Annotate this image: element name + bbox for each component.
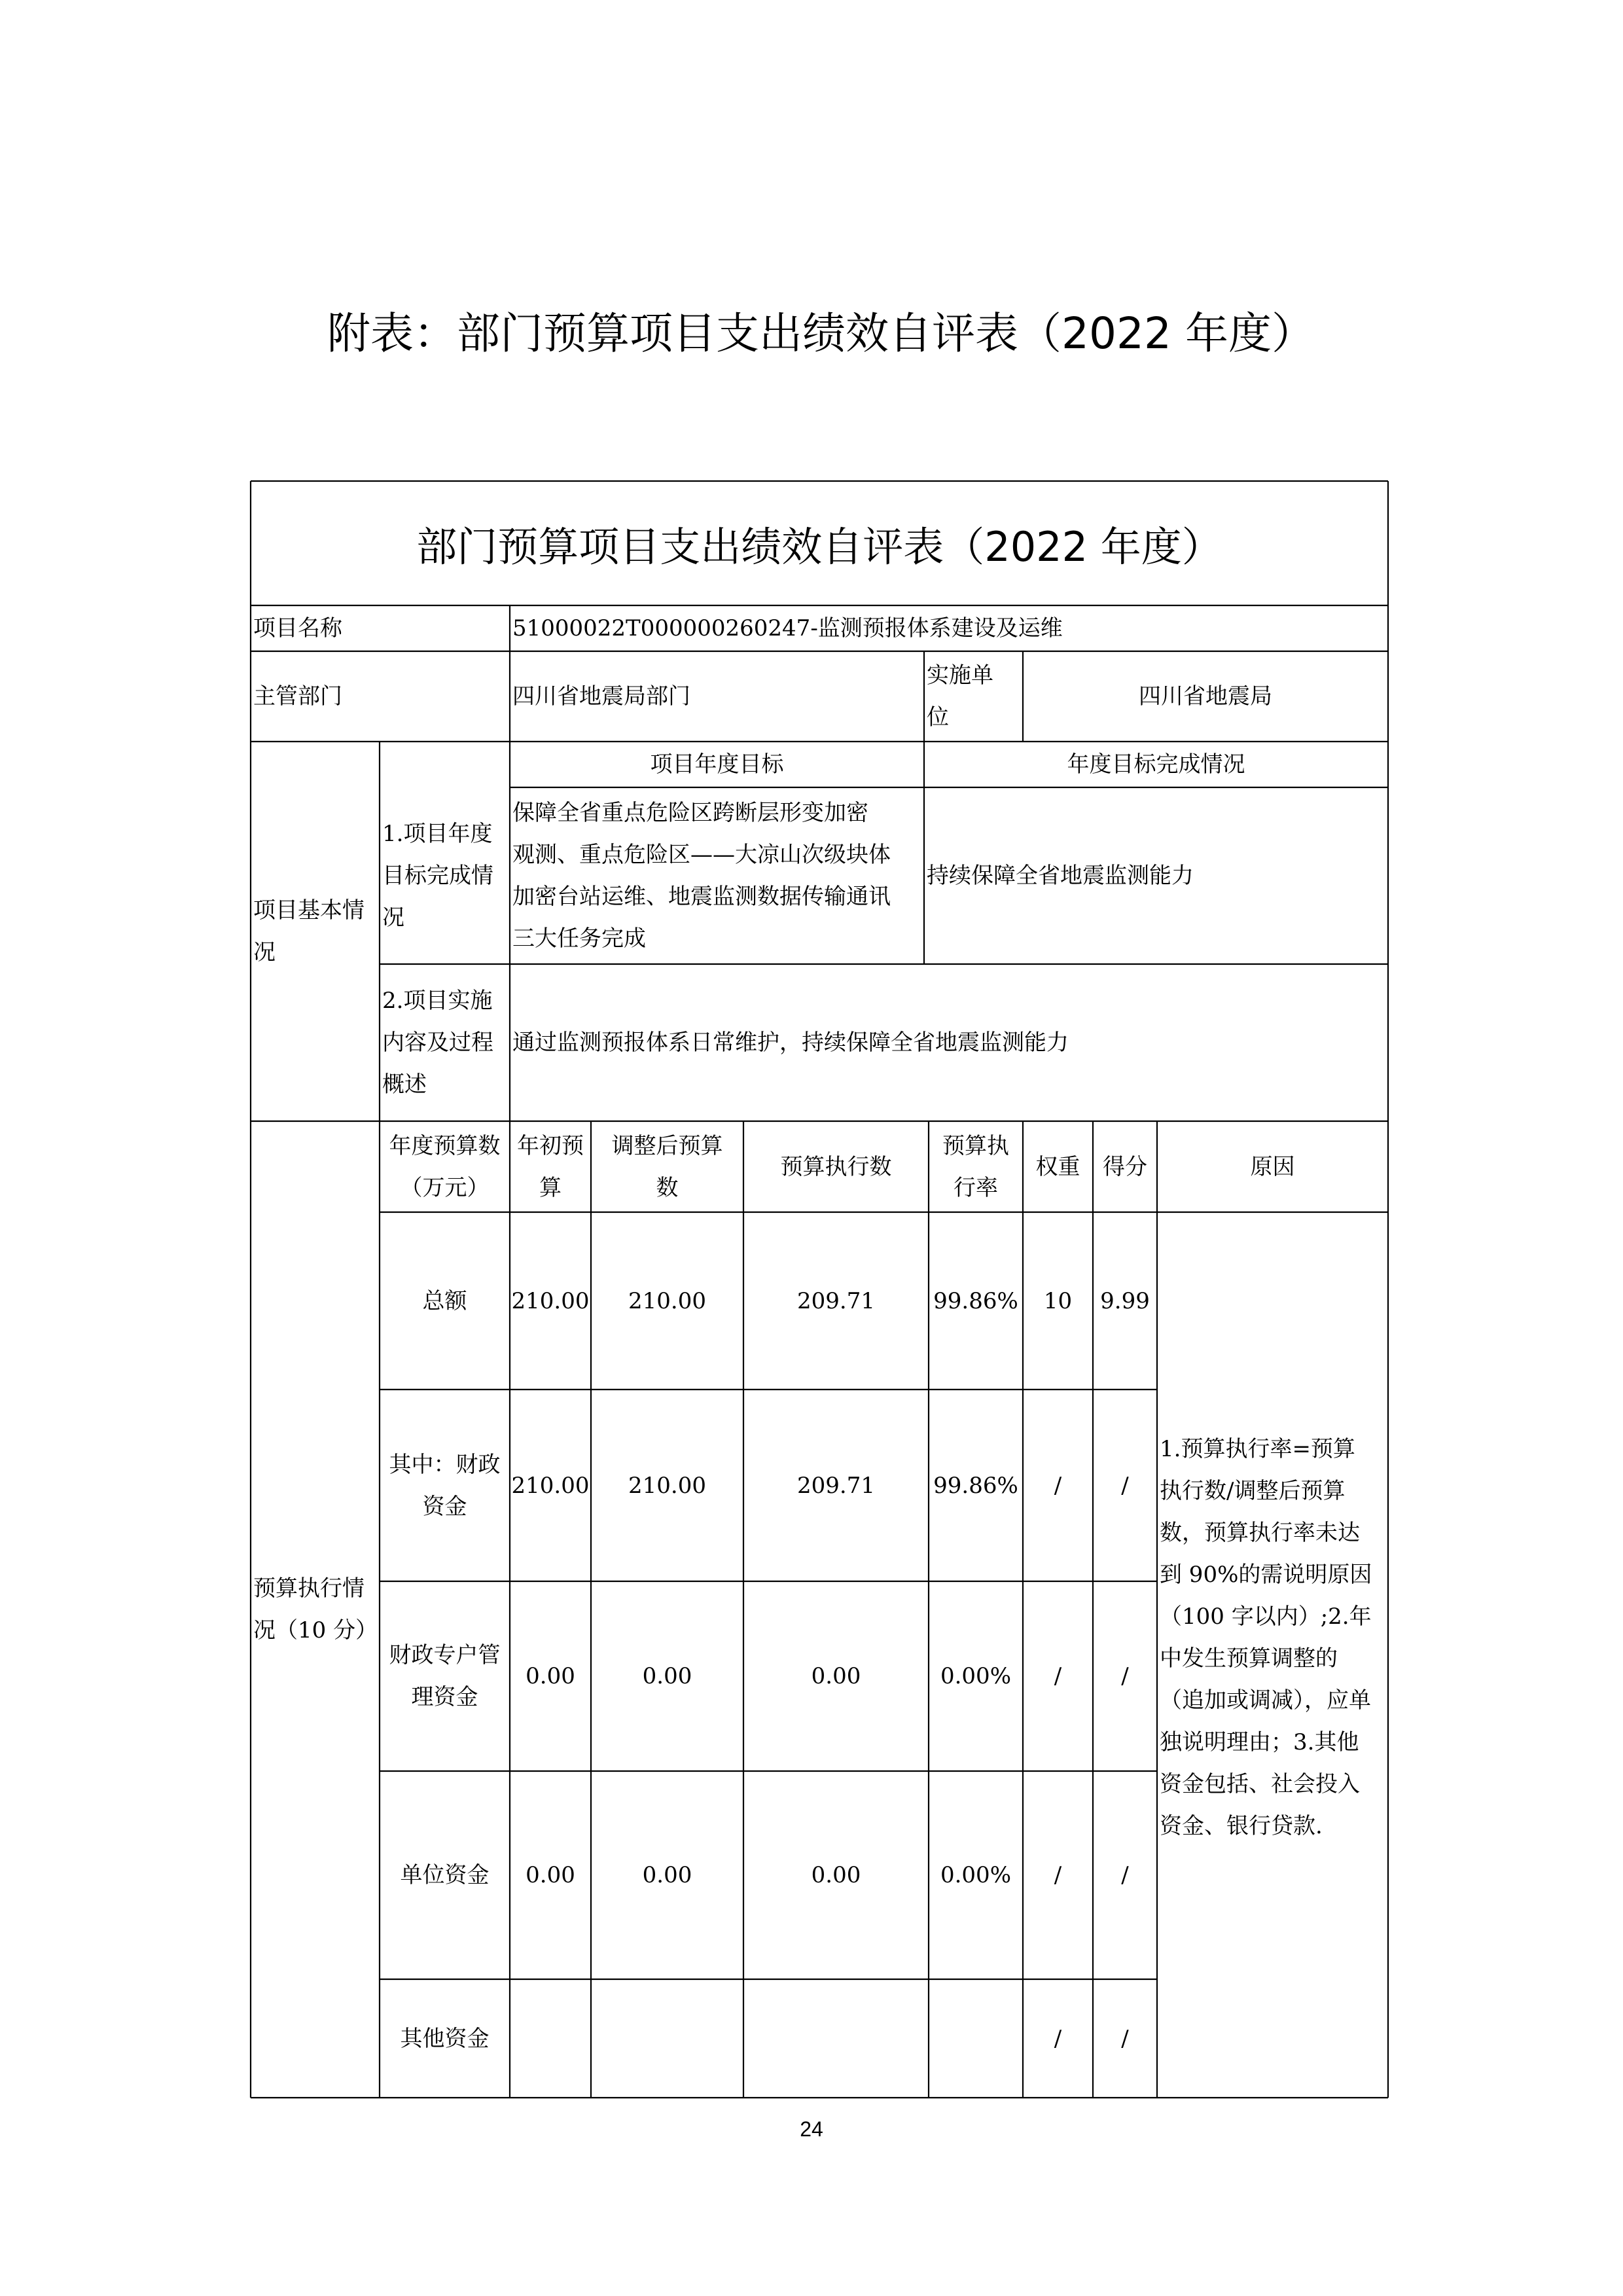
budget-section-label: 预算执行情 况（10 分） — [253, 1575, 378, 1643]
project-name-value: 51000022T000000260247-监测预报体系建设及运维 — [512, 615, 1063, 641]
col-header-weight: 权重 — [1035, 1153, 1080, 1180]
reason-note: 1.预算执行率=预算 执行数/调整后预算 数，预算执行率未达 到 90%的需说明原因 （100 字以内）;2.年 中发生预算调整的 （追加或调减），应单 独说明理由；3.其他 资金包括、社会投入 资金、银行贷款. — [1160, 1436, 1372, 1839]
row-initial: 0.00 — [526, 1862, 575, 1888]
row-executed: 0.00 — [811, 1663, 861, 1689]
col-header-rate: 预算执 行率 — [942, 1132, 1009, 1201]
row-rate — [929, 1979, 1023, 2098]
row-initial: 0.00 — [526, 1663, 575, 1689]
row-weight: / — [1054, 2025, 1062, 2052]
row-score: / — [1121, 1862, 1129, 1888]
row-name: 单位资金 — [400, 1862, 490, 1888]
row-name: 财政专户管 理资金 — [389, 1642, 501, 1710]
row-executed: 209.71 — [797, 1472, 875, 1499]
overview-text: 通过监测预报体系日常维护，持续保障全省地震监测能力 — [512, 1030, 1069, 1056]
row-initial: 210.00 — [511, 1287, 590, 1314]
row-score: / — [1121, 1663, 1129, 1689]
goal-completion-label: 1.项目年度 目标完成情 况 — [382, 821, 493, 931]
col-header-adjusted: 调整后预算 数 — [611, 1132, 723, 1201]
row-name: 总额 — [422, 1287, 467, 1314]
col-header-reason: 原因 — [1250, 1153, 1295, 1180]
row-adjusted — [591, 1979, 743, 2098]
col-header-executed: 预算执行数 — [780, 1153, 892, 1180]
row-score: 9.99 — [1100, 1287, 1150, 1314]
dept-label: 主管部门 — [253, 683, 342, 709]
row-score: / — [1121, 1472, 1129, 1499]
col-header-score: 得分 — [1103, 1153, 1147, 1180]
row-weight: / — [1054, 1862, 1062, 1888]
row-rate: 0.00% — [940, 1663, 1011, 1689]
impl-unit-value: 四川省地震局 — [1139, 683, 1272, 709]
col-header-budget: 年度预算数 （万元） — [389, 1132, 501, 1201]
row-initial — [510, 1979, 591, 2098]
row-adjusted: 210.00 — [628, 1287, 706, 1314]
row-initial: 210.00 — [511, 1472, 590, 1499]
page-number: 24 — [800, 2117, 823, 2141]
completion-header: 年度目标完成情况 — [1067, 751, 1245, 778]
row-weight: / — [1054, 1663, 1062, 1689]
completion-text: 持续保障全省地震监测能力 — [927, 863, 1194, 889]
row-executed: 209.71 — [797, 1287, 875, 1314]
row-rate: 99.86% — [933, 1472, 1018, 1499]
row-name: 其中：财政 资金 — [389, 1451, 501, 1520]
page-heading: 附表：部门预算项目支出绩效自评表（2022 年度） — [327, 308, 1315, 359]
table-title: 部门预算项目支出绩效自评表（2022 年度） — [416, 522, 1222, 571]
row-rate: 99.86% — [933, 1287, 1018, 1314]
impl-unit-label: 实施单 位 — [927, 662, 993, 730]
row-rate: 0.00% — [940, 1862, 1011, 1888]
overview-label: 2.项目实施 内容及过程 概述 — [382, 988, 493, 1098]
dept-value: 四川省地震局部门 — [512, 683, 690, 709]
goal-text: 保障全省重点危险区跨断层形变加密 观测、重点危险区——大凉山次级块体 加密台站运维、地震监测数据传输通讯 三大任务完成 — [512, 800, 891, 952]
row-adjusted: 210.00 — [628, 1472, 706, 1499]
row-executed: 0.00 — [811, 1862, 861, 1888]
row-adjusted: 0.00 — [642, 1663, 692, 1689]
row-adjusted: 0.00 — [642, 1862, 692, 1888]
row-score: / — [1121, 2025, 1129, 2052]
row-executed — [743, 1979, 929, 2098]
goal-header: 项目年度目标 — [650, 751, 784, 778]
row-weight: / — [1054, 1472, 1062, 1499]
row-name: 其他资金 — [400, 2025, 490, 2052]
row-weight: 10 — [1043, 1287, 1073, 1314]
project-name-label: 项目名称 — [253, 615, 342, 641]
basic-info-label: 项目基本情 况 — [253, 897, 365, 965]
col-header-initial: 年初预 算 — [517, 1132, 584, 1201]
